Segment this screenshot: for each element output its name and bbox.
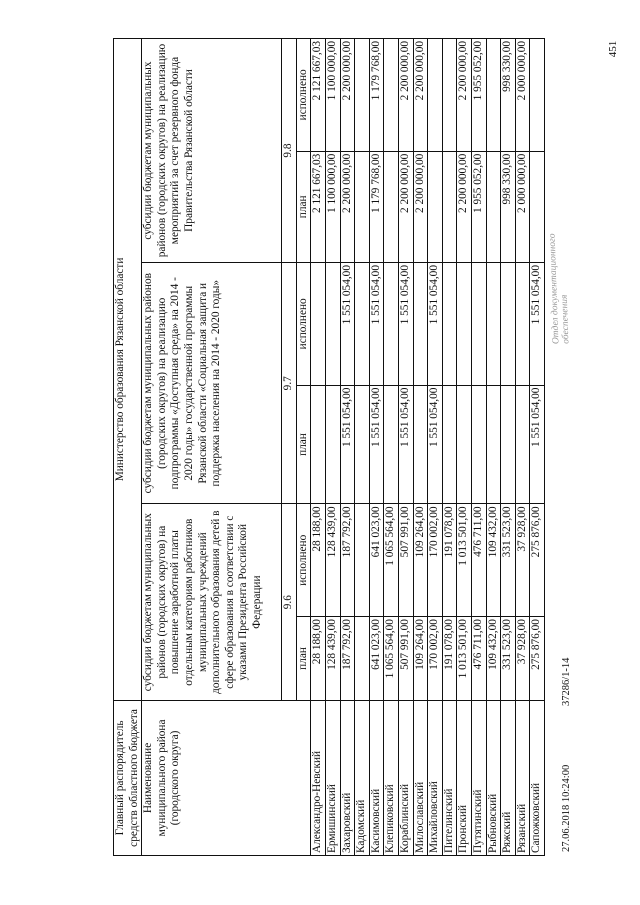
table-row	[442, 39, 457, 856]
cell-e97	[442, 263, 457, 386]
cell-p97: 1 551 054,00	[530, 385, 545, 504]
cell-p98: 998 330,00	[501, 151, 516, 262]
cell-e96: 28 188,00	[311, 504, 326, 617]
header-row-ministry	[114, 39, 142, 856]
municipality-name: Пителинский	[442, 700, 457, 855]
cell-p96: 37 928,00	[515, 617, 530, 701]
cell-e96: 37 928,00	[515, 504, 530, 617]
cell-e96: 109 432,00	[486, 504, 501, 617]
rotated-page-area	[113, 38, 572, 856]
municipality-name: Милославский	[413, 700, 428, 855]
cell-e96: 275 876,00	[530, 504, 545, 617]
cell-p97	[442, 385, 457, 504]
done-label: исполнено	[296, 39, 311, 152]
cell-e96: 331 523,00	[501, 504, 516, 617]
municipality-name: Сапожковский	[530, 700, 545, 855]
cell-e98	[486, 39, 501, 152]
cell-e96	[355, 504, 370, 617]
cell-p96: 109 432,00	[486, 617, 501, 701]
cell-e98: 2 200 000,00	[457, 39, 472, 152]
col97-code: 9.7	[282, 263, 297, 504]
table-row	[486, 39, 501, 856]
plan-label: план	[296, 151, 311, 262]
cell-p96: 1 013 501,00	[457, 617, 472, 701]
cell-p97	[325, 385, 340, 504]
cell-p97	[501, 385, 516, 504]
table-row	[355, 39, 370, 856]
cell-p98	[355, 151, 370, 262]
table-row	[428, 39, 443, 856]
table-row	[369, 39, 384, 856]
cell-e97	[355, 263, 370, 386]
cell-p96: 1 065 564,00	[384, 617, 399, 701]
cell-p98: 1 100 000,00	[325, 151, 340, 262]
cell-e96: 641 023,00	[369, 504, 384, 617]
cell-e97: 1 551 054,00	[428, 263, 443, 386]
municipality-name: Михайловский	[428, 700, 443, 855]
table-row	[311, 39, 326, 856]
cell-p98	[486, 151, 501, 262]
cell-e98: 2 121 667,03	[311, 39, 326, 152]
municipality-name: Ермишинский	[325, 700, 340, 855]
cell-e98	[384, 39, 399, 152]
done-label: исполнено	[296, 263, 311, 386]
cell-p98	[384, 151, 399, 262]
cell-e98: 998 330,00	[501, 39, 516, 152]
table-row	[501, 39, 516, 856]
page-number: 451	[607, 40, 619, 58]
header-row-descriptions	[142, 39, 282, 856]
cell-e98: 1 179 768,00	[369, 39, 384, 152]
cell-e96: 187 792,00	[340, 504, 355, 617]
table-row	[384, 39, 399, 856]
table-row	[515, 39, 530, 856]
cell-p98	[442, 151, 457, 262]
cell-p97	[413, 385, 428, 504]
plan-label: план	[296, 617, 311, 701]
cell-e97: 1 551 054,00	[530, 263, 545, 386]
col97-description: субсидии бюджетам муниципальных районов (городских округов) на реализацию подпрограммы «Доступная среда» на 2014 - 2020 годы» государственной программы Рязанской области «Социальная защита и поддержка населения на 2014 - 2020 годы»	[142, 263, 282, 504]
cell-e98	[428, 39, 443, 152]
cell-e97	[501, 263, 516, 386]
cell-p97	[384, 385, 399, 504]
cell-p97: 1 551 054,00	[369, 385, 384, 504]
cell-e97	[311, 263, 326, 386]
cell-e96: 191 078,00	[442, 504, 457, 617]
cell-p98: 2 200 000,00	[457, 151, 472, 262]
cell-p96: 641 023,00	[369, 617, 384, 701]
cell-p96: 170 002,00	[428, 617, 443, 701]
col98-description: субсидии бюджетам муниципальных районов (городских округов) на реализацию мероприятий за счет резервного фонда Правительства Рязанской области	[142, 39, 282, 263]
document-landscape	[113, 38, 572, 856]
table-row	[530, 39, 545, 856]
cell-e96: 170 002,00	[428, 504, 443, 617]
cell-e97: 1 551 054,00	[340, 263, 355, 386]
cell-p98: 2 121 667,03	[311, 151, 326, 262]
cell-p96: 187 792,00	[340, 617, 355, 701]
cell-e96: 1 065 564,00	[384, 504, 399, 617]
plan-label: план	[296, 385, 311, 504]
cell-e98: 2 000 000,00	[515, 39, 530, 152]
cell-e97	[384, 263, 399, 386]
cell-p98	[530, 151, 545, 262]
municipality-name: Рязанский	[515, 700, 530, 855]
cell-p98: 2 000 000,00	[515, 151, 530, 262]
table-row	[340, 39, 355, 856]
cell-e96: 128 439,00	[325, 504, 340, 617]
municipality-name: Пронский	[457, 700, 472, 855]
cell-p96: 28 188,00	[311, 617, 326, 701]
table-row	[457, 39, 472, 856]
municipality-name: Путятинский	[471, 700, 486, 855]
cell-p97	[355, 385, 370, 504]
cell-p98: 2 200 000,00	[398, 151, 413, 262]
cell-p98	[428, 151, 443, 262]
cell-p96: 191 078,00	[442, 617, 457, 701]
main-distributor-label: Главный распорядитель средств областного бюджета	[114, 700, 142, 855]
cell-p96: 128 439,00	[325, 617, 340, 701]
cell-e97	[413, 263, 428, 386]
cell-p96: 507 991,00	[398, 617, 413, 701]
municipality-name: Кадомский	[355, 700, 370, 855]
cell-e97	[515, 263, 530, 386]
cell-e96: 476 711,00	[471, 504, 486, 617]
done-label: исполнено	[296, 504, 311, 617]
table-row	[413, 39, 428, 856]
cell-e97	[486, 263, 501, 386]
cell-p96: 331 523,00	[501, 617, 516, 701]
table-row	[471, 39, 486, 856]
cell-e97	[457, 263, 472, 386]
cell-p97	[471, 385, 486, 504]
cell-e97: 1 551 054,00	[369, 263, 384, 386]
cell-e97	[471, 263, 486, 386]
ministry-label: Министерство образования Рязанской области	[114, 39, 142, 701]
table-row	[398, 39, 413, 856]
cell-p97	[486, 385, 501, 504]
cell-p98: 2 200 000,00	[413, 151, 428, 262]
cell-e98	[530, 39, 545, 152]
municipality-name: Ряжский	[501, 700, 516, 855]
cell-p96: 476 711,00	[471, 617, 486, 701]
cell-p96: 275 876,00	[530, 617, 545, 701]
footer-datetime: 27.06.2018 10:24:00	[561, 764, 572, 852]
municipality-name: Захаровский	[340, 700, 355, 855]
cell-e98	[355, 39, 370, 152]
cell-e98: 2 200 000,00	[413, 39, 428, 152]
cell-e98: 2 200 000,00	[398, 39, 413, 152]
municipality-name: Кораблинский	[398, 700, 413, 855]
cell-e98: 2 200 000,00	[340, 39, 355, 152]
municipality-name-label: Наименование муниципального района (городского округа)	[142, 700, 311, 855]
cell-p97	[457, 385, 472, 504]
footer-doc-id: 37286/1-14	[561, 657, 572, 706]
cell-p98: 1 179 768,00	[369, 151, 384, 262]
cell-e96: 1 013 501,00	[457, 504, 472, 617]
table-row	[325, 39, 340, 856]
cell-e97: 1 551 054,00	[398, 263, 413, 386]
cell-p97: 1 551 054,00	[398, 385, 413, 504]
stamp-text: Отдел документационного обеспечения	[547, 233, 572, 345]
cell-p96	[355, 617, 370, 701]
cell-e96: 507 991,00	[398, 504, 413, 617]
col96-code: 9.6	[282, 504, 297, 700]
cell-e98	[442, 39, 457, 152]
cell-e98: 1 100 000,00	[325, 39, 340, 152]
cell-p96: 109 264,00	[413, 617, 428, 701]
cell-p97	[311, 385, 326, 504]
col98-code: 9.8	[282, 39, 297, 263]
cell-p97: 1 551 054,00	[340, 385, 355, 504]
municipality-name: Александро-Невский	[311, 700, 326, 855]
cell-e97	[325, 263, 340, 386]
municipality-name: Касимовский	[369, 700, 384, 855]
municipality-name: Клепиковский	[384, 700, 399, 855]
cell-p97: 1 551 054,00	[428, 385, 443, 504]
cell-p97	[515, 385, 530, 504]
table-body	[311, 39, 545, 856]
cell-e98: 1 955 052,00	[471, 39, 486, 152]
cell-p98: 2 200 000,00	[340, 151, 355, 262]
budget-table	[113, 38, 545, 856]
col96-description: субсидии бюджетам муниципальных районов (городских округов) на повышение заработной платы отдельным категориям работников муниципальных учреждений дополнительного образования детей в сфере образования в соответствии с указами Президента Российской Федерации	[142, 504, 282, 700]
cell-p98: 1 955 052,00	[471, 151, 486, 262]
municipality-name: Рыбновский	[486, 700, 501, 855]
cell-e96: 109 264,00	[413, 504, 428, 617]
